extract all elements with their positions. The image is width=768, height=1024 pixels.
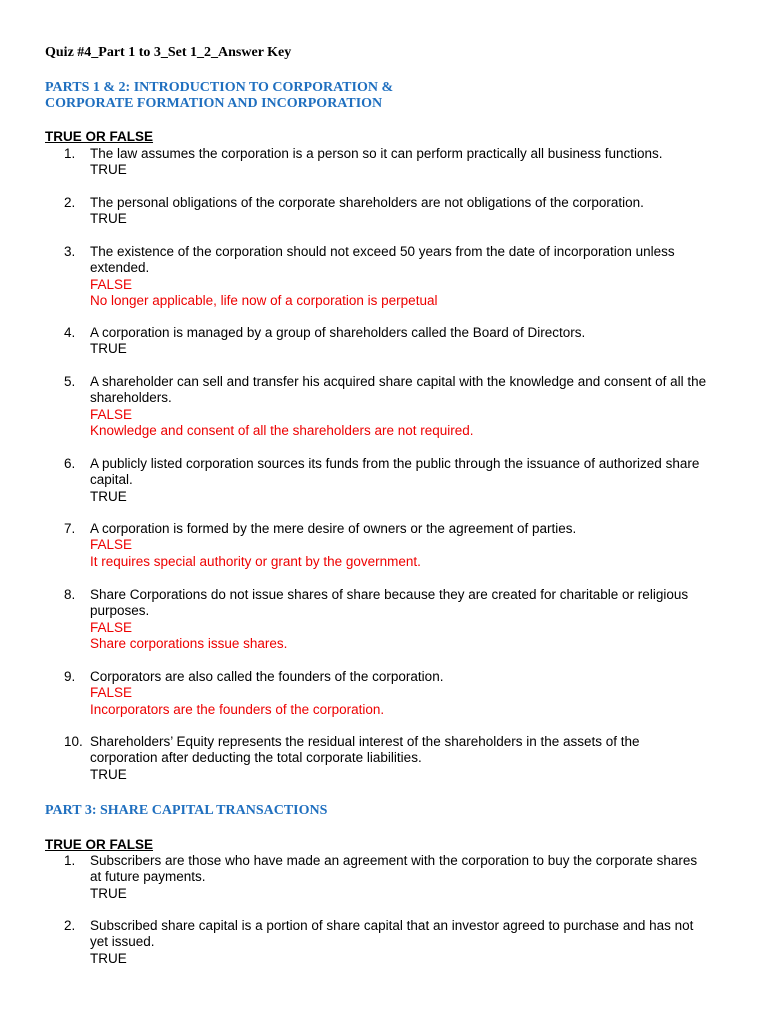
question-text-line: Corporators are also called the founders of the corporation. [90,669,444,684]
question-number: 1. [64,853,76,868]
answer-label: FALSE [90,685,133,701]
question-text-line: The law assumes the corporation is a person so it can perform practically all business functions. [90,146,663,161]
question-body [90,456,734,505]
question-body [90,853,734,902]
question-item [64,456,734,505]
question-text-line: extended. [90,260,150,276]
answer-explanation: Share corporations issue shares. [90,635,288,651]
question-text-line: Subscribed share capital is a portion of share capital that an investor agreed to purchase and has not [90,918,694,933]
question-item [64,734,734,783]
answer-label: FALSE [90,619,133,635]
answer-label: FALSE [90,406,133,422]
question-body [90,195,734,228]
answer-explanation: No longer applicable, life now of a corporation is perpetual [90,292,438,308]
question-item [64,587,734,652]
answer-label: TRUE [90,341,127,357]
question-number: 5. [64,374,76,389]
question-number: 4. [64,325,76,340]
question-body [90,734,734,783]
answer-label: TRUE [90,950,127,966]
question-item [64,325,734,358]
section-heading-part-3: PART 3: SHARE CAPITAL TRANSACTIONS [45,803,328,818]
question-number: 1. [64,146,76,161]
question-text-line: purposes. [90,603,150,619]
answer-explanation: It requires special authority or grant by the government. [90,553,421,569]
question-number: 2. [64,918,76,933]
question-item [64,195,734,228]
question-item [64,918,734,967]
question-text-line: at future payments. [90,869,206,885]
answer-explanation: Knowledge and consent of all the shareholders are not required. [90,422,474,438]
question-body [90,587,734,652]
question-item [64,853,734,902]
section-heading-line-2: CORPORATE FORMATION AND INCORPORATION [45,96,383,111]
question-text-line: The existence of the corporation should not exceed 50 years from the date of incorporation unless [90,244,675,259]
question-number: 7. [64,521,76,536]
question-item [64,244,734,309]
question-number: 3. [64,244,76,259]
section-heading-line-1: PARTS 1 & 2: INTRODUCTION TO CORPORATION & [45,80,394,95]
answer-label: TRUE [90,211,127,227]
question-text-line: A corporation is formed by the mere desire of owners or the agreement of parties. [90,521,577,536]
question-body [90,918,734,967]
question-body [90,669,734,718]
answer-label: TRUE [90,766,127,782]
question-body [90,244,734,309]
answer-label: TRUE [90,885,127,901]
answer-label: TRUE [90,488,127,504]
question-number: 6. [64,456,76,471]
question-item [64,669,734,718]
true-false-heading-2: TRUE OR FALSE [45,837,154,852]
answer-label: FALSE [90,537,133,553]
section-heading-parts-1-2 [45,80,393,112]
question-text-line: capital. [90,472,133,488]
question-body [90,374,734,439]
question-text-line: Subscribers are those who have made an agreement with the corporation to buy the corporate shares [90,853,698,868]
question-text-line: A publicly listed corporation sources its funds from the public through the issuance of authorized share [90,456,700,471]
answer-label: TRUE [90,162,127,178]
question-number: 9. [64,669,76,684]
question-body [90,325,734,358]
question-number: 2. [64,195,76,210]
question-text-line: shareholders. [90,390,172,406]
question-text-line: Share Corporations do not issue shares of share because they are created for charitable or religious [90,587,689,602]
question-item [64,374,734,439]
question-number: 8. [64,587,76,602]
question-body [90,146,734,179]
question-item [64,146,734,179]
document-title: Quiz #4_Part 1 to 3_Set 1_2_Answer Key [45,45,292,60]
true-false-heading-1: TRUE OR FALSE [45,129,154,144]
question-text-line: The personal obligations of the corporate shareholders are not obligations of the corporation. [90,195,644,210]
question-text-line: A shareholder can sell and transfer his acquired share capital with the knowledge and consent of all the [90,374,707,389]
answer-explanation: Incorporators are the founders of the corporation. [90,701,385,717]
question-text-line: yet issued. [90,934,155,950]
question-item [64,521,734,570]
question-text-line: corporation after deducting the total corporate liabilities. [90,750,422,766]
question-body [90,521,734,570]
answer-label: FALSE [90,276,133,292]
question-number: 10. [64,734,83,749]
question-text-line: Shareholders’ Equity represents the residual interest of the shareholders in the assets of the [90,734,640,749]
question-text-line: A corporation is managed by a group of shareholders called the Board of Directors. [90,325,586,340]
